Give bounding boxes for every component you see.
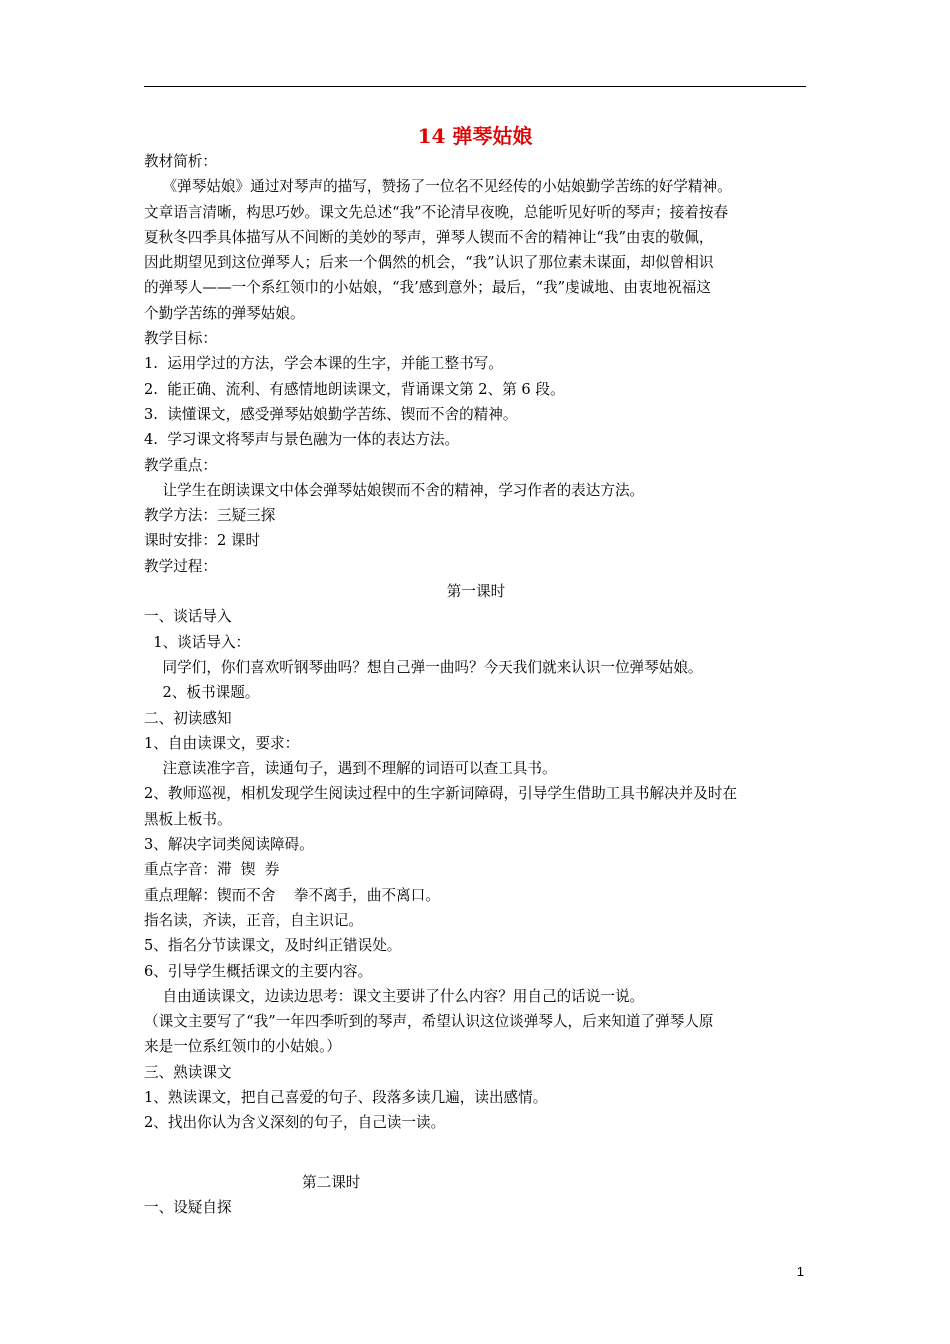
text-line: 教学方法：三疑三探 (144, 507, 276, 525)
text-line: 指名读，齐读，正音，自主识记。 (144, 911, 363, 929)
section-heading: 教学过程： (144, 557, 217, 575)
lesson-heading: 第一课时 (446, 583, 506, 601)
section-heading: 三、熟读课文 (144, 1063, 232, 1081)
text-line: 《弹琴姑娘》通过对琴声的描写，赞扬了一位名不见经传的小姑娘勤学苦练的好学精神。 (144, 178, 732, 196)
header-rule (144, 86, 806, 87)
text-line: 重点理解：锲而不舍 拳不离手，曲不离口。 (144, 886, 440, 904)
section-heading: 一、谈话导入 (144, 608, 232, 626)
page-title: 14 弹琴姑娘 (417, 124, 533, 148)
text-line: 3、解决字词类阅读障碍。 (144, 836, 314, 854)
text-line: 的弹琴人——一个系红领巾的小姑娘，“我’感到意外；最后，“我”虔诚地、由衷地祝福这 (144, 279, 711, 297)
list-item: 2. 能正确、流利、有感情地朗读课文，背诵课文第 2、第 6 段。 (144, 380, 565, 398)
text-line: 个勤学苦练的弹琴姑娘。 (144, 304, 305, 322)
section-heading: 二、初读感知 (144, 709, 232, 727)
text-line: 文章语言清晰，构思巧妙。课文先总述“我”不论清早夜晚，总能听见好听的琴声；接着按春 (144, 203, 729, 221)
document-body (144, 149, 808, 1136)
text-line: 1、自由读课文，要求： (144, 734, 300, 752)
section-heading: 教学重点： (144, 456, 217, 474)
section-heading: 一、设疑自探 (144, 1199, 232, 1216)
text-line: 1、谈话导入： (144, 633, 251, 651)
text-line: 2、找出你认为含义深刻的句子，自己读一读。 (144, 1114, 446, 1132)
list-item: 1. 运用学过的方法，学会本课的生字，并能工整书写。 (144, 355, 503, 373)
text-line: 夏秋冬四季具体描写从不间断的美妙的琴声，弹琴人锲而不舍的精神让“我”由衷的敬佩， (144, 228, 714, 246)
text-line: 2、板书课题。 (144, 684, 260, 702)
text-line: 注意读准字音，读通句子，遇到不理解的词语可以查工具书。 (144, 760, 557, 778)
text-line: 1、熟读课文，把自己喜爱的句子、段落多读几遍，读出感情。 (144, 1088, 548, 1106)
text-line: 重点字音：滞 锲 券 (144, 861, 280, 879)
text-line: 课时安排：2 课时 (144, 532, 261, 550)
list-item: 4. 学习课文将琴声与景色融为一体的表达方法。 (144, 431, 460, 449)
text-line: 2、教师巡视，相机发现学生阅读过程中的生字新词障碍，引导学生借助工具书解决并及时在 (144, 785, 738, 803)
text-line: 因此期望见到这位弹琴人；后来一个偶然的机会，“我”认识了那位素未谋面，却似曾相识 (144, 254, 714, 272)
text-line: 教材简析： (144, 153, 217, 170)
text-line: 让学生在朗读课文中体会弹琴姑娘锲而不舍的精神，学习作者的表达方法。 (144, 481, 645, 499)
text-line: 5、指名分节读课文，及时纠正错误处。 (144, 937, 402, 955)
text-line: 同学们，你们喜欢听钢琴曲吗？想自己弹一曲吗？今天我们就来认识一位弹琴姑娘。 (144, 658, 703, 676)
text-line: 黑板上板书。 (144, 810, 232, 828)
lesson-heading: 第二课时 (302, 1174, 361, 1191)
section-heading: 教学目标： (144, 330, 217, 348)
list-item: 3. 读懂课文，感受弹琴姑娘勤学苦练、锲而不舍的精神。 (144, 405, 518, 423)
text-line: （课文主要写了“我”一年四季听到的琴声，希望认识这位谈弹琴人，后来知道了弹琴人原 (144, 1013, 714, 1031)
page-number: 1 (796, 1264, 804, 1279)
text-line: 6、引导学生概括课文的主要内容。 (144, 962, 373, 980)
text-line: 来是一位系红领巾的小姑娘。） (144, 1038, 342, 1056)
text-line: 自由通读课文，边读边思考：课文主要讲了什么内容？用自己的话说一说。 (144, 987, 645, 1005)
